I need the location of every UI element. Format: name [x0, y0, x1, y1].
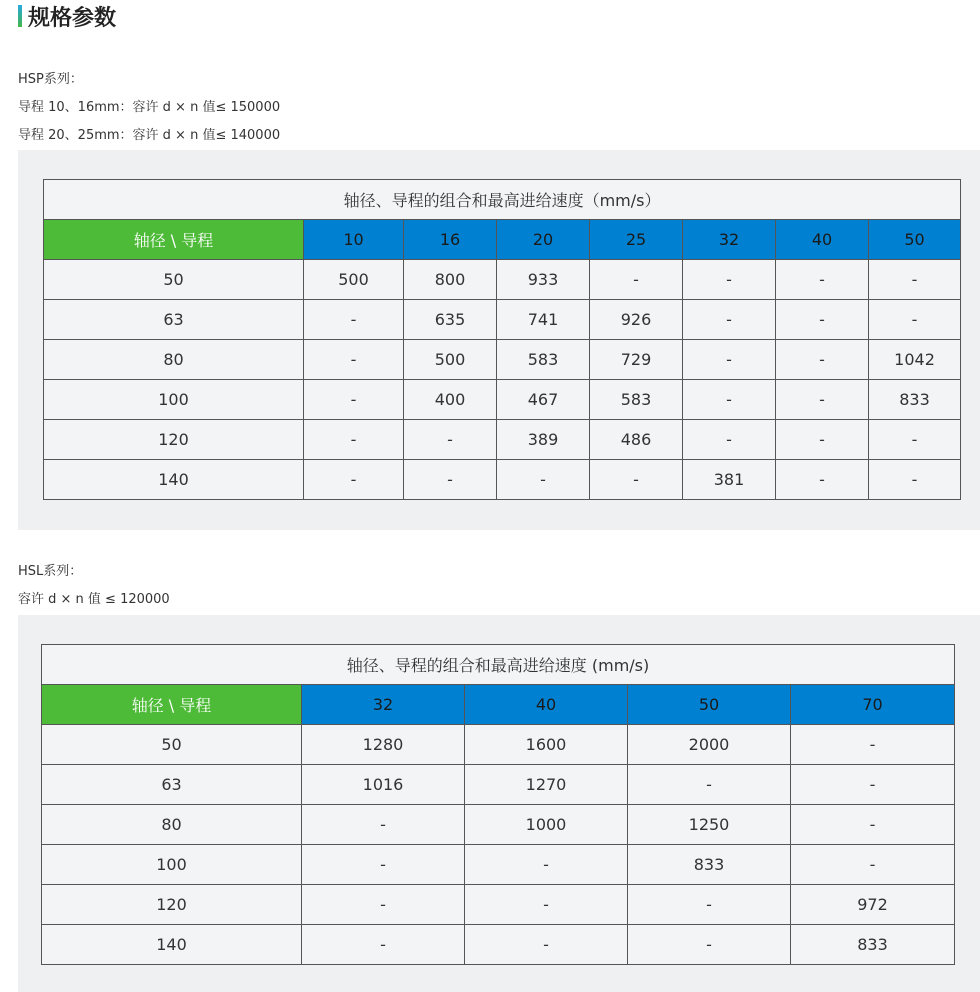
hsp-series-label: HSP系列： — [18, 72, 83, 87]
cell-speed: 933 — [497, 260, 590, 300]
cell-speed: - — [302, 885, 465, 925]
cell-speed: - — [869, 300, 961, 340]
hsp-note-1: 导程 10、16mm：容许 d × n 值≤ 150000 — [18, 100, 281, 115]
cell-speed: 1016 — [302, 765, 465, 805]
cell-speed: 1270 — [465, 765, 628, 805]
cell-speed: - — [304, 460, 404, 500]
cell-speed: 1280 — [302, 725, 465, 765]
cell-diameter: 50 — [42, 725, 302, 765]
cell-speed: - — [304, 300, 404, 340]
table-header-row — [44, 220, 961, 260]
header-diameter-lead: 轴径 \ 导程 — [42, 685, 302, 725]
cell-speed: 1000 — [465, 805, 628, 845]
header-lead-25: 25 — [590, 220, 683, 260]
cell-speed: - — [304, 380, 404, 420]
table-row — [42, 805, 955, 845]
table-row — [44, 420, 961, 460]
table-row — [44, 460, 961, 500]
cell-diameter: 50 — [44, 260, 304, 300]
cell-speed: - — [869, 260, 961, 300]
cell-diameter: 140 — [42, 925, 302, 965]
table-caption: 轴径、导程的组合和最高进给速度 (mm/s) — [42, 645, 955, 685]
cell-speed: 972 — [791, 885, 955, 925]
cell-speed: - — [590, 460, 683, 500]
cell-speed: - — [791, 725, 955, 765]
header-lead-20: 20 — [497, 220, 590, 260]
cell-speed: - — [869, 460, 961, 500]
cell-speed: 635 — [404, 300, 497, 340]
section-title-text: 规格参数 — [28, 5, 117, 31]
cell-speed: - — [465, 885, 628, 925]
cell-speed: - — [628, 765, 791, 805]
cell-speed: 741 — [497, 300, 590, 340]
table-caption-row — [44, 180, 961, 220]
cell-diameter: 63 — [44, 300, 304, 340]
cell-speed: 467 — [497, 380, 590, 420]
table-row — [44, 260, 961, 300]
cell-speed: - — [465, 925, 628, 965]
header-lead-40: 40 — [465, 685, 628, 725]
cell-speed: - — [776, 260, 869, 300]
table-row — [44, 300, 961, 340]
cell-diameter: 120 — [44, 420, 304, 460]
cell-speed: - — [304, 340, 404, 380]
cell-speed: 833 — [791, 925, 955, 965]
cell-speed: - — [776, 380, 869, 420]
cell-speed: 926 — [590, 300, 683, 340]
cell-speed: - — [683, 340, 776, 380]
cell-diameter: 80 — [42, 805, 302, 845]
cell-speed: - — [776, 460, 869, 500]
table-row — [42, 925, 955, 965]
cell-speed: - — [776, 300, 869, 340]
table-header-row — [42, 685, 955, 725]
header-lead-50: 50 — [869, 220, 961, 260]
cell-speed: - — [304, 420, 404, 460]
section-title — [18, 2, 116, 30]
header-lead-32: 32 — [302, 685, 465, 725]
cell-speed: 833 — [869, 380, 961, 420]
hsl-spec-table — [41, 644, 955, 965]
table-caption-row — [42, 645, 955, 685]
cell-diameter: 100 — [44, 380, 304, 420]
cell-speed: 2000 — [628, 725, 791, 765]
table-row — [42, 725, 955, 765]
table-row — [42, 885, 955, 925]
cell-speed: - — [683, 420, 776, 460]
header-lead-70: 70 — [791, 685, 955, 725]
cell-speed: 486 — [590, 420, 683, 460]
cell-speed: 583 — [590, 380, 683, 420]
cell-speed: - — [302, 845, 465, 885]
cell-speed: 500 — [404, 340, 497, 380]
hsl-series-label: HSL系列： — [18, 564, 83, 579]
table-row — [44, 340, 961, 380]
cell-speed: 381 — [683, 460, 776, 500]
cell-speed: 729 — [590, 340, 683, 380]
cell-speed: - — [628, 885, 791, 925]
cell-diameter: 63 — [42, 765, 302, 805]
cell-speed: 583 — [497, 340, 590, 380]
cell-speed: 833 — [628, 845, 791, 885]
header-lead-50: 50 — [628, 685, 791, 725]
cell-speed: 800 — [404, 260, 497, 300]
cell-speed: - — [791, 845, 955, 885]
hsl-note-1: 容许 d × n 值 ≤ 120000 — [18, 592, 170, 607]
cell-speed: - — [628, 925, 791, 965]
header-lead-40: 40 — [776, 220, 869, 260]
table-caption: 轴径、导程的组合和最高进给速度（mm/s） — [44, 180, 961, 220]
header-lead-10: 10 — [304, 220, 404, 260]
cell-speed: - — [497, 460, 590, 500]
cell-diameter: 100 — [42, 845, 302, 885]
hsp-note-2: 导程 20、25mm：容许 d × n 值≤ 140000 — [18, 128, 281, 143]
cell-speed: 389 — [497, 420, 590, 460]
table-row — [42, 765, 955, 805]
cell-speed: 400 — [404, 380, 497, 420]
cell-diameter: 120 — [42, 885, 302, 925]
cell-speed: - — [776, 420, 869, 460]
cell-speed: - — [791, 805, 955, 845]
cell-speed: 1250 — [628, 805, 791, 845]
title-accent-bar — [18, 5, 22, 27]
cell-speed: - — [683, 260, 776, 300]
cell-speed: - — [302, 805, 465, 845]
cell-speed: - — [465, 845, 628, 885]
table-row — [44, 380, 961, 420]
header-diameter-lead: 轴径 \ 导程 — [44, 220, 304, 260]
cell-speed: 1042 — [869, 340, 961, 380]
cell-speed: - — [590, 260, 683, 300]
cell-speed: 1600 — [465, 725, 628, 765]
cell-speed: - — [683, 300, 776, 340]
hsp-spec-table — [43, 179, 961, 500]
cell-speed: - — [404, 460, 497, 500]
cell-speed: - — [302, 925, 465, 965]
cell-speed: - — [776, 340, 869, 380]
table-row — [42, 845, 955, 885]
cell-speed: - — [869, 420, 961, 460]
cell-speed: 500 — [304, 260, 404, 300]
header-lead-16: 16 — [404, 220, 497, 260]
cell-diameter: 140 — [44, 460, 304, 500]
cell-speed: - — [791, 765, 955, 805]
cell-diameter: 80 — [44, 340, 304, 380]
header-lead-32: 32 — [683, 220, 776, 260]
cell-speed: - — [683, 380, 776, 420]
cell-speed: - — [404, 420, 497, 460]
